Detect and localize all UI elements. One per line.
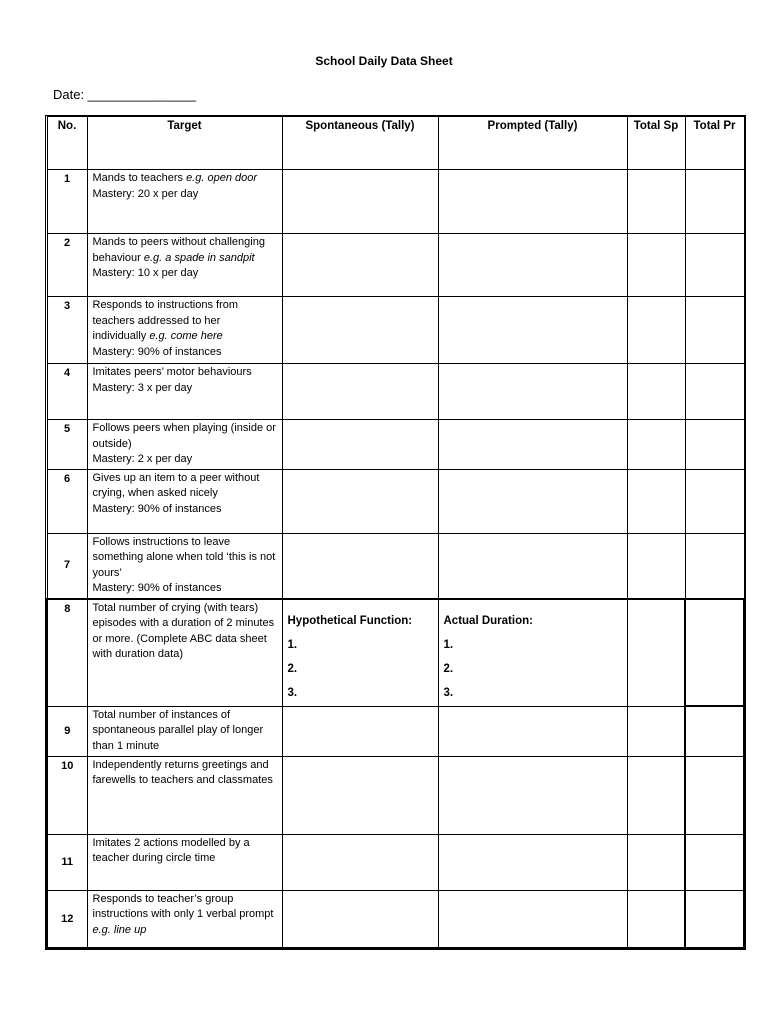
target-text: Responds to instructions from teachers addressed to her individually e.g. come here: [92, 299, 239, 342]
row-number: 11: [47, 834, 87, 890]
table-row: [47, 234, 744, 297]
target-cell: [87, 533, 282, 599]
hypothetical-function-label: Hypothetical Function:: [287, 614, 413, 627]
table-row: [47, 706, 744, 756]
total-sp-cell[interactable]: [627, 420, 685, 470]
row-number: 7: [47, 533, 87, 599]
total-pr-cell[interactable]: [685, 834, 744, 890]
header-spontaneous: Spontaneous (Tally): [282, 117, 438, 170]
list-item: 2.: [443, 662, 454, 675]
row-number: 8: [47, 599, 87, 707]
spontaneous-tally-cell[interactable]: [282, 756, 438, 834]
target-text: Imitates peers’ motor behaviours: [92, 366, 252, 378]
prompted-tally-cell[interactable]: [438, 364, 627, 420]
prompted-tally-cell[interactable]: [438, 420, 627, 470]
total-pr-cell[interactable]: [685, 234, 744, 297]
prompted-tally-cell[interactable]: [438, 297, 627, 364]
target-text: Follows instructions to leave something alone when told ‘this is not yours’: [92, 535, 276, 579]
spontaneous-tally-cell[interactable]: [282, 469, 438, 533]
row-number: 9: [47, 706, 87, 756]
row-number: 4: [47, 364, 87, 420]
target-text: Total number of crying (with tears) episodes with a duration of 2 minutes or more. (Complete ABC data sheet with duration data): [92, 601, 275, 660]
header-row: [47, 117, 744, 170]
total-pr-cell[interactable]: [685, 599, 744, 707]
target-example: e.g. line up: [92, 923, 147, 936]
table-row: [47, 599, 744, 707]
total-pr-cell[interactable]: [685, 469, 744, 533]
table-row: [47, 420, 744, 470]
actual-duration-cell[interactable]: [438, 599, 627, 707]
total-pr-cell[interactable]: [685, 706, 744, 756]
target-example: e.g. come here: [149, 330, 223, 342]
spontaneous-tally-cell[interactable]: [282, 364, 438, 420]
mastery-text: Mastery: 10 x per day: [92, 267, 199, 279]
total-pr-cell[interactable]: [685, 420, 744, 470]
total-pr-cell[interactable]: [685, 364, 744, 420]
list-item: 1.: [287, 638, 298, 651]
table-row: [47, 533, 744, 599]
hypothetical-function-cell[interactable]: [282, 599, 438, 707]
header-no: No.: [47, 117, 87, 170]
prompted-tally-cell[interactable]: [438, 533, 627, 599]
row-number: 5: [47, 420, 87, 470]
spontaneous-tally-cell[interactable]: [282, 420, 438, 470]
spontaneous-tally-cell[interactable]: [282, 834, 438, 890]
data-sheet-table: [46, 116, 745, 949]
total-sp-cell[interactable]: [627, 834, 685, 890]
table-row: [47, 364, 744, 420]
target-cell: [87, 756, 282, 834]
mastery-text: Mastery: 3 x per day: [92, 381, 193, 394]
target-text: Mands to peers without challenging behaviour e.g. a spade in sandpit: [92, 236, 265, 264]
target-cell: [87, 170, 282, 234]
target-text: Total number of instances of spontaneous parallel play of longer than 1 minute: [92, 708, 264, 752]
mastery-text: Mastery: 2 x per day: [92, 453, 193, 465]
target-cell: [87, 834, 282, 890]
spontaneous-tally-cell[interactable]: [282, 170, 438, 234]
target-cell: [87, 706, 282, 756]
total-pr-cell[interactable]: [685, 756, 744, 834]
row-number: 1: [47, 170, 87, 234]
target-text: Follows peers when playing (inside or outside): [92, 422, 276, 450]
row-number: 10: [47, 756, 87, 834]
table-row: [47, 297, 744, 364]
target-example: e.g. open door: [186, 172, 258, 184]
spontaneous-tally-cell[interactable]: [282, 297, 438, 364]
target-text: Responds to teacher’s group instructions with only 1 verbal prompt e.g. line up: [92, 892, 274, 936]
total-sp-cell[interactable]: [627, 890, 685, 948]
header-prompted: Prompted (Tally): [438, 117, 627, 170]
target-text: Mands to teachers e.g. open door: [92, 172, 258, 184]
prompted-tally-cell[interactable]: [438, 170, 627, 234]
target-cell: [87, 364, 282, 420]
total-sp-cell[interactable]: [627, 756, 685, 834]
total-pr-cell[interactable]: [685, 297, 744, 364]
prompted-tally-cell[interactable]: [438, 234, 627, 297]
mastery-text: Mastery: 90% of instances: [92, 345, 222, 358]
target-text: Gives up an item to a peer without crying, when asked nicely: [92, 471, 260, 499]
header-target: Target: [87, 117, 282, 170]
table-row: [47, 170, 744, 234]
target-cell: [87, 469, 282, 533]
total-sp-cell[interactable]: [627, 234, 685, 297]
total-sp-cell[interactable]: [627, 364, 685, 420]
target-cell: [87, 890, 282, 948]
date-field-label: Date: _______________: [53, 87, 197, 102]
table-row: [47, 834, 744, 890]
spontaneous-tally-cell[interactable]: [282, 706, 438, 756]
row-number: 12: [47, 890, 87, 948]
prompted-tally-cell[interactable]: [438, 834, 627, 890]
prompted-tally-cell[interactable]: [438, 756, 627, 834]
target-text: Independently returns greetings and farewells to teachers and classmates: [92, 758, 273, 786]
row-number: 2: [47, 234, 87, 297]
prompted-tally-cell[interactable]: [438, 890, 627, 948]
spontaneous-tally-cell[interactable]: [282, 890, 438, 948]
target-example: e.g. a spade in sandpit: [143, 251, 255, 264]
target-text: Imitates 2 actions modelled by a teacher during circle time: [92, 836, 250, 864]
header-total-pr: Total Pr: [685, 117, 744, 170]
table-row: [47, 890, 744, 948]
target-cell: [87, 234, 282, 297]
actual-duration-label: Actual Duration:: [443, 614, 533, 627]
target-cell: [87, 297, 282, 364]
target-cell: [87, 420, 282, 470]
prompted-tally-cell[interactable]: [438, 469, 627, 533]
spontaneous-tally-cell[interactable]: [282, 533, 438, 599]
list-item: 3.: [443, 686, 454, 699]
list-item: 3.: [287, 686, 298, 699]
mastery-text: Mastery: 90% of instances: [92, 502, 222, 515]
total-pr-cell[interactable]: [685, 170, 744, 234]
total-sp-cell[interactable]: [627, 706, 685, 756]
mastery-text: Mastery: 90% of instances: [92, 582, 222, 594]
total-sp-cell[interactable]: [627, 599, 685, 707]
total-sp-cell[interactable]: [627, 469, 685, 533]
total-sp-cell[interactable]: [627, 170, 685, 234]
total-pr-cell[interactable]: [685, 533, 744, 599]
row-number: 3: [47, 297, 87, 364]
total-sp-cell[interactable]: [627, 297, 685, 364]
target-cell: [87, 599, 282, 707]
row-number: 6: [47, 469, 87, 533]
list-item: 1.: [443, 638, 454, 651]
table-row: [47, 756, 744, 834]
list-item: 2.: [287, 662, 298, 675]
total-sp-cell[interactable]: [627, 533, 685, 599]
header-total-sp: Total Sp: [627, 117, 685, 170]
spontaneous-tally-cell[interactable]: [282, 234, 438, 297]
total-pr-cell[interactable]: [685, 890, 744, 948]
prompted-tally-cell[interactable]: [438, 706, 627, 756]
mastery-text: Mastery: 20 x per day: [92, 187, 199, 200]
table-row: [47, 469, 744, 533]
document-title: School Daily Data Sheet: [315, 54, 453, 68]
